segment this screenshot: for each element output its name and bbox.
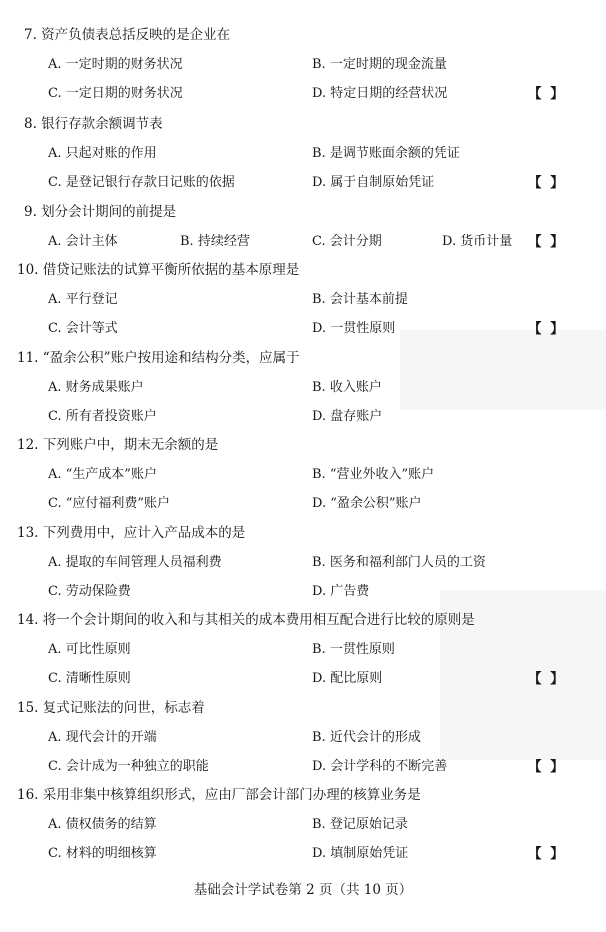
- option-c: C. 劳动保险费: [48, 584, 131, 599]
- option-d: D. “盈余公积”账户: [312, 496, 422, 511]
- option-b: B. “营业外收入”账户: [312, 467, 435, 482]
- option-a: A. “生产成本”账户: [48, 467, 157, 482]
- show-through-shading: [400, 330, 606, 410]
- answer-bracket: 【 】: [528, 86, 566, 102]
- answer-bracket: 【 】: [528, 846, 566, 862]
- page-footer: 基础会计学试卷第 2 页（共 10 页）: [193, 882, 413, 898]
- option-a: A. 会计主体: [48, 234, 118, 249]
- question-stem: 9. 划分会计期间的前提是: [24, 204, 177, 220]
- question-stem: 11. “盈余公积”账户按用途和结构分类，应属于: [17, 350, 300, 366]
- option-c: C. 材料的明细核算: [48, 846, 157, 861]
- option-d: D. 填制原始凭证: [312, 846, 409, 861]
- option-b: B. 是调节账面余额的凭证: [312, 146, 460, 161]
- option-b: B. 一贯性原则: [312, 642, 395, 657]
- option-d: D. 盘存账户: [312, 409, 383, 424]
- option-a: A. 可比性原则: [48, 642, 131, 657]
- option-a: A. 现代会计的开端: [48, 730, 157, 745]
- option-a: A. 债权债务的结算: [48, 817, 157, 832]
- option-c: C. “应付福利费”账户: [48, 496, 171, 511]
- option-b: B. 登记原始记录: [312, 817, 408, 832]
- option-a: A. 平行登记: [48, 292, 118, 307]
- option-b: B. 会计基本前提: [312, 292, 408, 307]
- option-d: D. 货币计量: [442, 234, 513, 249]
- option-b: B. 持续经营: [180, 234, 250, 249]
- option-b: B. 近代会计的形成: [312, 730, 421, 745]
- option-b: B. 一定时期的现金流量: [312, 57, 447, 72]
- answer-bracket: 【 】: [528, 759, 566, 775]
- question-stem: 16. 采用非集中核算组织形式，应由厂部会计部门办理的核算业务是: [17, 787, 421, 803]
- option-d: D. 属于自制原始凭证: [312, 175, 435, 190]
- option-c: C. 一定日期的财务状况: [48, 86, 183, 101]
- option-a: A. 提取的车间管理人员福利费: [48, 555, 222, 570]
- question-stem: 8. 银行存款余额调节表: [24, 116, 163, 132]
- question-stem: 14. 将一个会计期间的收入和与其相关的成本费用相互配合进行比较的原则是: [17, 612, 475, 628]
- option-c: C. 所有者投资账户: [48, 409, 157, 424]
- option-a: A. 一定时期的财务状况: [48, 57, 183, 72]
- option-d: D. 会计学科的不断完善: [312, 759, 448, 774]
- option-c: C. 会计分期: [312, 234, 382, 249]
- option-d: D. 一贯性原则: [312, 321, 396, 336]
- question-stem: 15. 复式记账法的问世，标志着: [17, 700, 205, 716]
- option-c: C. 会计等式: [48, 321, 118, 336]
- option-c: C. 清晰性原则: [48, 671, 131, 686]
- answer-bracket: 【 】: [528, 321, 566, 337]
- option-b: B. 收入账户: [312, 380, 382, 395]
- option-c: C. 是登记银行存款日记账的依据: [48, 175, 235, 190]
- option-d: D. 配比原则: [312, 671, 383, 686]
- answer-bracket: 【 】: [528, 234, 566, 250]
- option-b: B. 医务和福利部门人员的工资: [312, 555, 486, 570]
- question-stem: 10. 借贷记账法的试算平衡所依据的基本原理是: [17, 262, 300, 278]
- answer-bracket: 【 】: [528, 175, 566, 191]
- option-a: A. 财务成果账户: [48, 380, 144, 395]
- option-a: A. 只起对账的作用: [48, 146, 157, 161]
- option-d: D. 广告费: [312, 584, 370, 599]
- question-stem: 7. 资产负债表总括反映的是企业在: [24, 27, 231, 43]
- answer-bracket: 【 】: [528, 671, 566, 687]
- question-stem: 12. 下列账户中，期末无余额的是: [17, 437, 219, 453]
- question-stem: 13. 下列费用中，应计入产品成本的是: [17, 525, 246, 541]
- option-d: D. 特定日期的经营状况: [312, 86, 448, 101]
- option-c: C. 会计成为一种独立的职能: [48, 759, 209, 774]
